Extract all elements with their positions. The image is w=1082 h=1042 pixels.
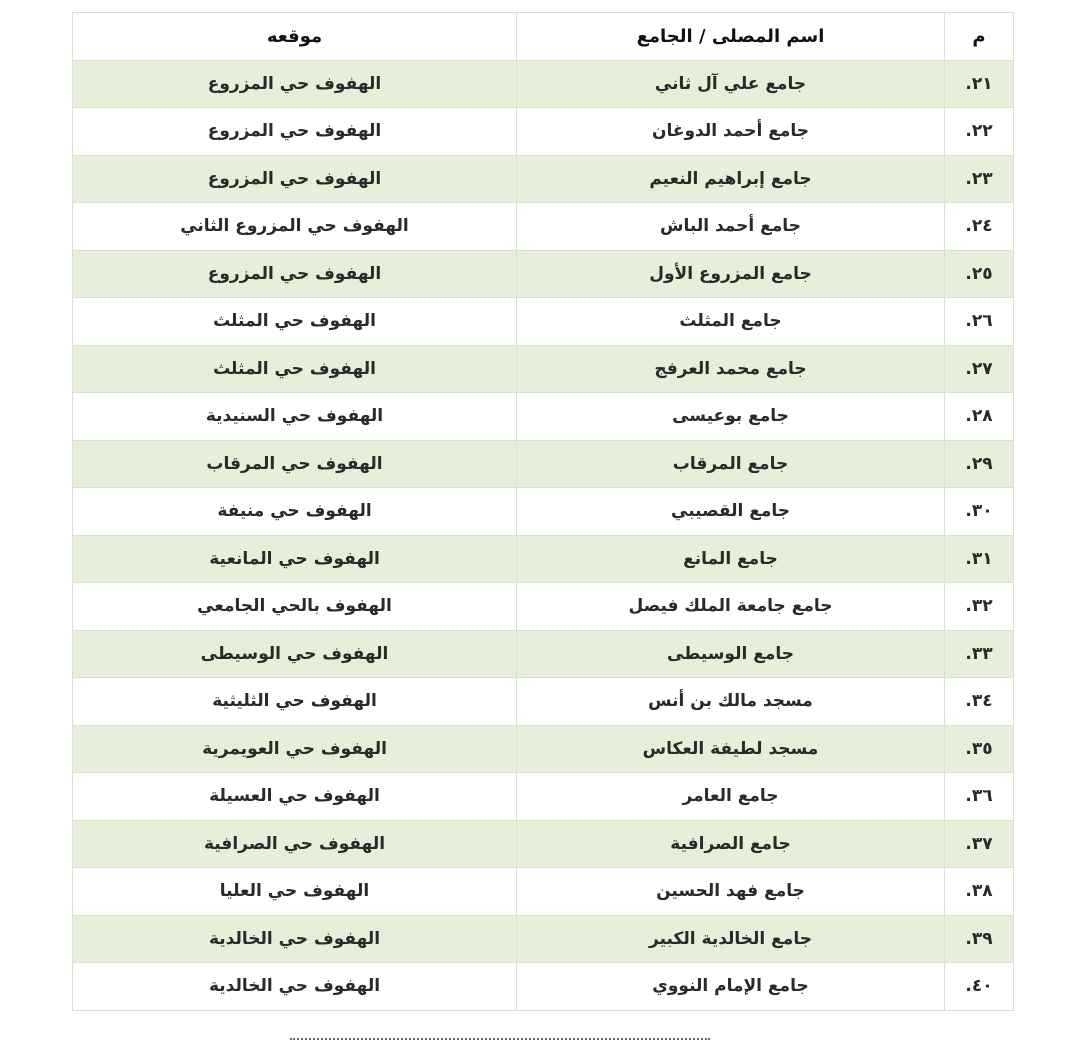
table-row — [73, 773, 1014, 821]
mosque-name: جامع بوعيسى — [517, 393, 945, 441]
mosque-location: الهفوف حي المزروع — [73, 60, 517, 108]
cut-off-text-line — [290, 1038, 710, 1042]
row-number: ٢٦. — [945, 298, 1014, 346]
table-body — [73, 60, 1014, 1010]
row-number: ٢٤. — [945, 203, 1014, 251]
table-header — [73, 13, 1014, 61]
mosque-location: الهفوف حي الخالدية — [73, 963, 517, 1011]
table-row — [73, 488, 1014, 536]
mosque-location: الهفوف حي الصرافية — [73, 820, 517, 868]
mosque-location: الهفوف حي الوسيطى — [73, 630, 517, 678]
mosque-location: الهفوف حي الخالدية — [73, 915, 517, 963]
mosque-location: الهفوف حي العسيلة — [73, 773, 517, 821]
row-number: ٢٩. — [945, 440, 1014, 488]
header-number: م — [945, 13, 1014, 61]
table-row — [73, 630, 1014, 678]
table-row — [73, 60, 1014, 108]
mosque-name: مسجد لطيفة العكاس — [517, 725, 945, 773]
mosques-table — [72, 12, 1014, 1011]
row-number: ٢٨. — [945, 393, 1014, 441]
mosque-location: الهفوف حي المرقاب — [73, 440, 517, 488]
mosque-location: الهفوف حي منيفة — [73, 488, 517, 536]
table-row — [73, 678, 1014, 726]
mosque-location: الهفوف حي العويمرية — [73, 725, 517, 773]
mosque-name: جامع القصيبي — [517, 488, 945, 536]
row-number: ٣٤. — [945, 678, 1014, 726]
table-row — [73, 108, 1014, 156]
row-number: ٣٦. — [945, 773, 1014, 821]
mosque-name: جامع الوسيطى — [517, 630, 945, 678]
mosque-name: مسجد مالك بن أنس — [517, 678, 945, 726]
table-row — [73, 868, 1014, 916]
row-number: ٣٢. — [945, 583, 1014, 631]
row-number: ٣١. — [945, 535, 1014, 583]
table-row — [73, 393, 1014, 441]
table-row — [73, 298, 1014, 346]
mosque-location: الهفوف حي المثلث — [73, 298, 517, 346]
mosque-name: جامع المرقاب — [517, 440, 945, 488]
table-row — [73, 915, 1014, 963]
table-row — [73, 155, 1014, 203]
header-name: اسم المصلى / الجامع — [517, 13, 945, 61]
table-row — [73, 250, 1014, 298]
mosque-name: جامع جامعة الملك فيصل — [517, 583, 945, 631]
table-row — [73, 535, 1014, 583]
header-location: موقعه — [73, 13, 517, 61]
mosque-location: الهفوف حي المزروع — [73, 108, 517, 156]
mosque-location: الهفوف حي الثليثية — [73, 678, 517, 726]
cut-off-footer-text — [72, 1032, 1010, 1042]
mosque-location: الهفوف بالحي الجامعي — [73, 583, 517, 631]
mosque-name: جامع أحمد الباش — [517, 203, 945, 251]
row-number: ٢٢. — [945, 108, 1014, 156]
table-row — [73, 583, 1014, 631]
row-number: ٣٣. — [945, 630, 1014, 678]
row-number: ٢٣. — [945, 155, 1014, 203]
mosque-name: جامع إبراهيم النعيم — [517, 155, 945, 203]
table-row — [73, 440, 1014, 488]
row-number: ٣٩. — [945, 915, 1014, 963]
header-row — [73, 13, 1014, 61]
mosque-name: جامع الإمام النووي — [517, 963, 945, 1011]
mosque-name: جامع المزروع الأول — [517, 250, 945, 298]
row-number: ٣٥. — [945, 725, 1014, 773]
row-number: ٢٧. — [945, 345, 1014, 393]
mosque-name: جامع محمد العرفج — [517, 345, 945, 393]
table-row — [73, 203, 1014, 251]
mosque-location: الهفوف حي المزروع — [73, 155, 517, 203]
row-number: ٣٧. — [945, 820, 1014, 868]
mosque-location: الهفوف حي المثلث — [73, 345, 517, 393]
mosque-location: الهفوف حي العليا — [73, 868, 517, 916]
mosque-name: جامع الصرافية — [517, 820, 945, 868]
row-number: ٢٥. — [945, 250, 1014, 298]
row-number: ٤٠. — [945, 963, 1014, 1011]
mosque-name: جامع أحمد الدوغان — [517, 108, 945, 156]
mosque-name: جامع علي آل ثاني — [517, 60, 945, 108]
row-number: ٣٨. — [945, 868, 1014, 916]
mosque-location: الهفوف حي المزروع — [73, 250, 517, 298]
mosque-name: جامع المانع — [517, 535, 945, 583]
mosque-name: جامع الخالدية الكبير — [517, 915, 945, 963]
mosque-location: الهفوف حي السنيدية — [73, 393, 517, 441]
mosque-name: جامع فهد الحسين — [517, 868, 945, 916]
mosque-location: الهفوف حي المانعية — [73, 535, 517, 583]
table-row — [73, 725, 1014, 773]
row-number: ٣٠. — [945, 488, 1014, 536]
mosque-name: جامع العامر — [517, 773, 945, 821]
mosque-name: جامع المثلث — [517, 298, 945, 346]
table-row — [73, 963, 1014, 1011]
table-row — [73, 345, 1014, 393]
mosque-location: الهفوف حي المزروع الثاني — [73, 203, 517, 251]
row-number: ٢١. — [945, 60, 1014, 108]
table-row — [73, 820, 1014, 868]
